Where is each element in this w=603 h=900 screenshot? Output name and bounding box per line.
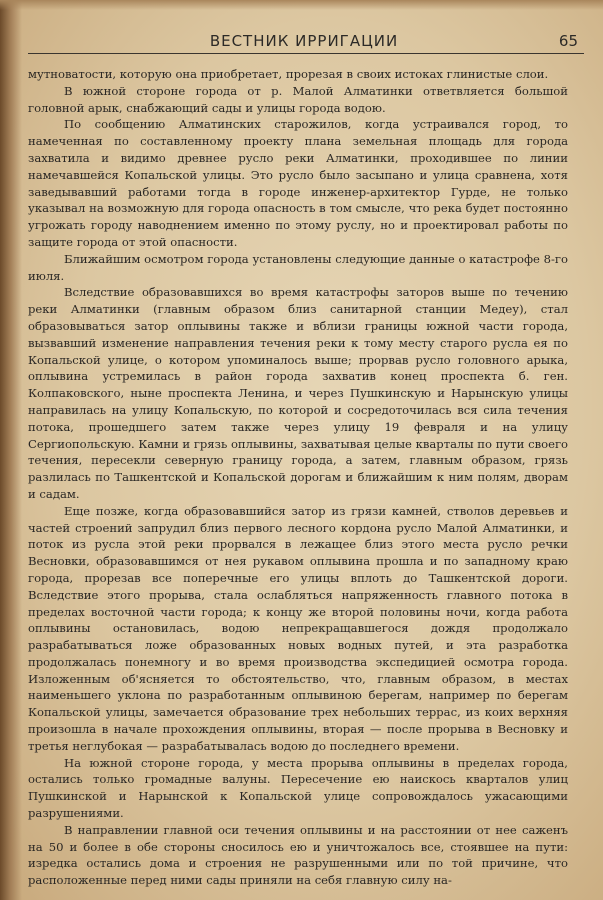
paragraph: В направлении главной оси течения оплывины и на расстоянии от нее саженъ на 50 и более в обе стороны сносилось ею и уничтожалось все, стоявшее на пути: изредка остались дома и строения не разрушенными или по той причине, что расположенные перед ними сады приняли на себя главную силу на- — [28, 822, 568, 888]
paragraph: По сообщению Алматинских старожилов, когда устраивался город, то намеченная по составленному проекту плана земельная площадь для города захватила и видимо древнее русло реки Алматинки, проходившее по линии намечавшейся Копальской улицы. Это русло было засыпано и улица сравнена, хотя заведывавший работами тогда в городе инженер-архитектор Гурде, не только указывал на возможную для города опасность в том смысле, что река будет постоянно угрожать городу наводнением именно по этому руслу, но и проектировал работы по защите города от этой опасности. — [28, 117, 568, 249]
page-number: 65 — [558, 32, 578, 50]
paragraph: Ближайшим осмотром города установлены следующие данные о катастрофе 8-го июля. — [28, 251, 568, 283]
paragraph: Вследствие образовавшихся во время катастрофы заторов выше по течению реки Алматинки (главным образом близ санитарной станции Медеу), стал образовываться затор оплывины также и вблизи границы южной части города, вызвавший изменение направления течения реки к тому месту старого русла ея по Копальской улице, о котором упоминалось выше; прорвав русло головного арыка, оплывина устремилась в район города захватив конец проспекта б. ген. Колпаковского, ныне проспекта Ленина, и через Пушкинскую и Нарынскую улицы направилась на улицу Копальскую, по которой и сосредоточилась вся сила течения потока, прошедшего затем также через улицу 19 февраля и на улицу Сергиопольскую. Камни и грязь оплывины, захватывая целые кварталы по пути своего течения, пересекли северную границу города, а затем, главным образом, грязь разлилась по Ташкентской и Копальской дорогам и ближайшим к ним полям, дворам и садам. — [28, 285, 568, 501]
paragraph: В южной стороне города от р. Малой Алматинки ответвляется большой головной арык, снабжающий сады и улицы города водою. — [28, 83, 568, 115]
paragraph: мутноватости, которую она приобретает, прорезая в своих истоках глинистые слои. — [28, 67, 549, 81]
paragraph: Еще позже, когда образовавшийся затор из грязи камней, стволов деревьев и частей строений запрудил близ первого лесного кордона русло Малой Алматинки, и поток из русла этой реки прорвался в лежащее близ этого места русло речки Весновки, образовавшимся от нея рукавом оплывина прошла и по западному краю города, прорезав все поперечные его улицы вплоть до Ташкентской дороги. Вследствие этого прорыва, стала ослабляться напряженность главного потока в пределах восточной части города; к концу же второй половины ночи, когда работа оплывины остановилась, водою непрекращавшегося дождя продолжало разрабатываться ложе образованных новых водных путей, и эта разработка продолжалась понемногу и во время производства экспедицией осмотра города. Изложенным об'ясняется то обстоятельство, что, главным образом, в местах наименьшего уклона по разработанным оплывиною берегам, например по берегам Копальской улицы, замечается образование трех небольших террас, из коих верхняя произошла в начале прохождения оплывины, вторая — после прорыва в Весновку и третья неглубокая — разрабатывалась водою до последнего времени. — [28, 503, 568, 753]
header-rule — [28, 53, 584, 54]
binding-shadow — [0, 0, 22, 900]
page-header — [28, 30, 580, 54]
top-edge-shadow — [0, 0, 603, 10]
paragraph: На южной стороне города, у места прорыва оплывины в пределах города, остались только громадные валуны. Пересечение ею наискось кварталов улиц Пушкинской и Нарынской к Копальской улице сопровождалось ужасающими разрушениями. — [28, 755, 568, 821]
article-body — [28, 66, 568, 889]
running-title: ВЕСТНИК ИРРИГАЦИИ — [209, 32, 399, 50]
